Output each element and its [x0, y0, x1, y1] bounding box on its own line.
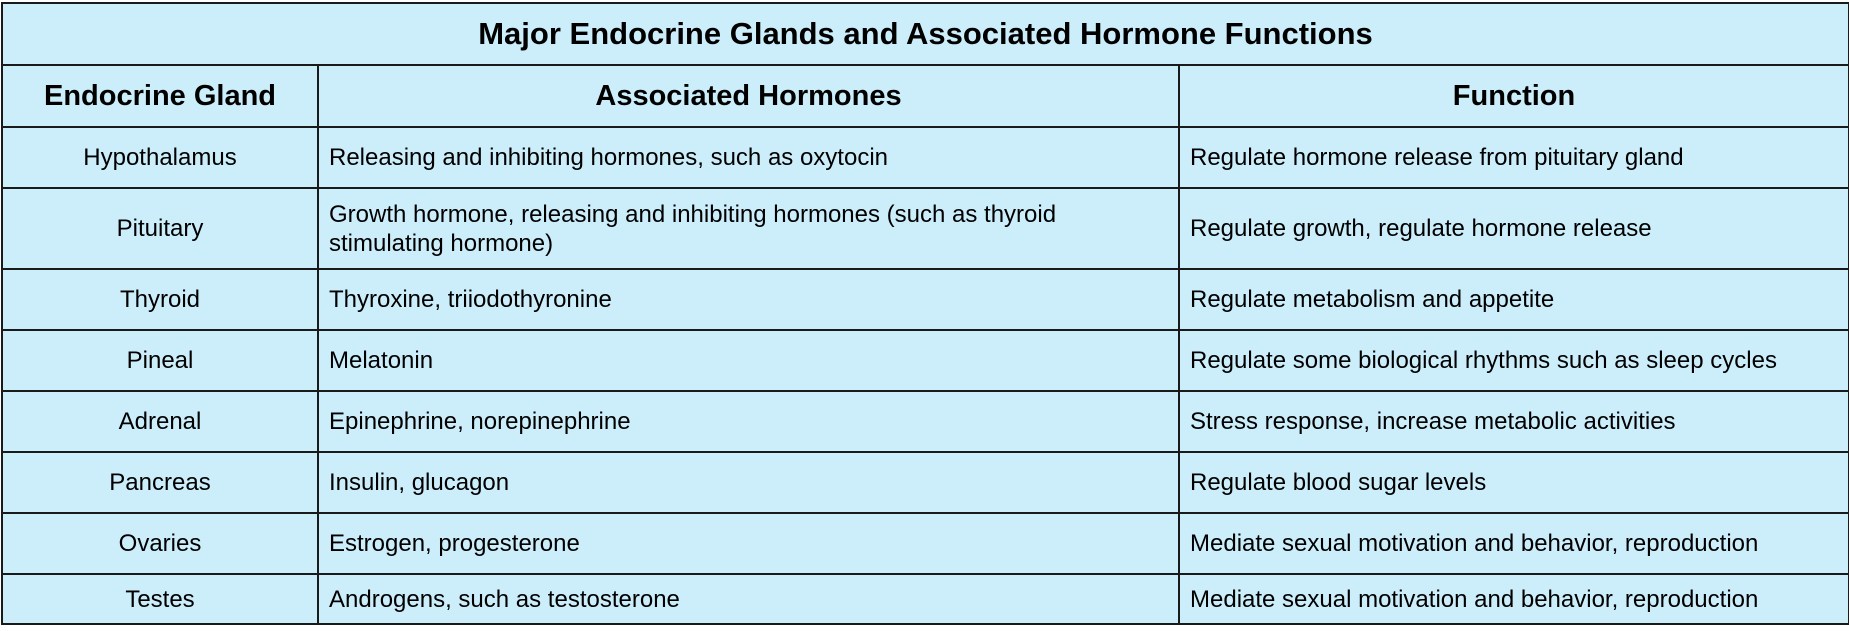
hormones-cell: Releasing and inhibiting hormones, such as oxytocin — [318, 127, 1179, 188]
hormones-cell: Melatonin — [318, 330, 1179, 391]
function-cell: Stress response, increase metabolic activities — [1179, 391, 1849, 452]
function-cell: Regulate metabolism and appetite — [1179, 269, 1849, 330]
hormones-cell: Insulin, glucagon — [318, 452, 1179, 513]
gland-cell: Adrenal — [2, 391, 318, 452]
gland-cell: Pancreas — [2, 452, 318, 513]
function-cell: Mediate sexual motivation and behavior, reproduction — [1179, 574, 1849, 624]
table-row — [2, 127, 1849, 188]
hormones-cell: Epinephrine, norepinephrine — [318, 391, 1179, 452]
table-row — [2, 269, 1849, 330]
header-function: Function — [1179, 65, 1849, 127]
hormones-cell: Estrogen, progesterone — [318, 513, 1179, 574]
hormones-cell: Androgens, such as testosterone — [318, 574, 1179, 624]
gland-cell: Hypothalamus — [2, 127, 318, 188]
gland-cell: Pituitary — [2, 188, 318, 269]
gland-cell: Testes — [2, 574, 318, 624]
table-row — [2, 188, 1849, 269]
endocrine-glands-table — [1, 2, 1849, 625]
table-row — [2, 574, 1849, 624]
gland-cell: Thyroid — [2, 269, 318, 330]
function-cell: Regulate growth, regulate hormone release — [1179, 188, 1849, 269]
function-cell: Regulate hormone release from pituitary gland — [1179, 127, 1849, 188]
header-endocrine-gland: Endocrine Gland — [2, 65, 318, 127]
table-row — [2, 513, 1849, 574]
table-row — [2, 330, 1849, 391]
table-row — [2, 452, 1849, 513]
gland-cell: Pineal — [2, 330, 318, 391]
function-cell: Regulate some biological rhythms such as sleep cycles — [1179, 330, 1849, 391]
header-associated-hormones: Associated Hormones — [318, 65, 1179, 127]
hormones-cell: Thyroxine, triiodothyronine — [318, 269, 1179, 330]
hormones-cell: Growth hormone, releasing and inhibiting hormones (such as thyroid stimulating hormone) — [318, 188, 1179, 269]
gland-cell: Ovaries — [2, 513, 318, 574]
function-cell: Regulate blood sugar levels — [1179, 452, 1849, 513]
table-row — [2, 391, 1849, 452]
function-cell: Mediate sexual motivation and behavior, reproduction — [1179, 513, 1849, 574]
table-title: Major Endocrine Glands and Associated Hormone Functions — [2, 3, 1849, 65]
